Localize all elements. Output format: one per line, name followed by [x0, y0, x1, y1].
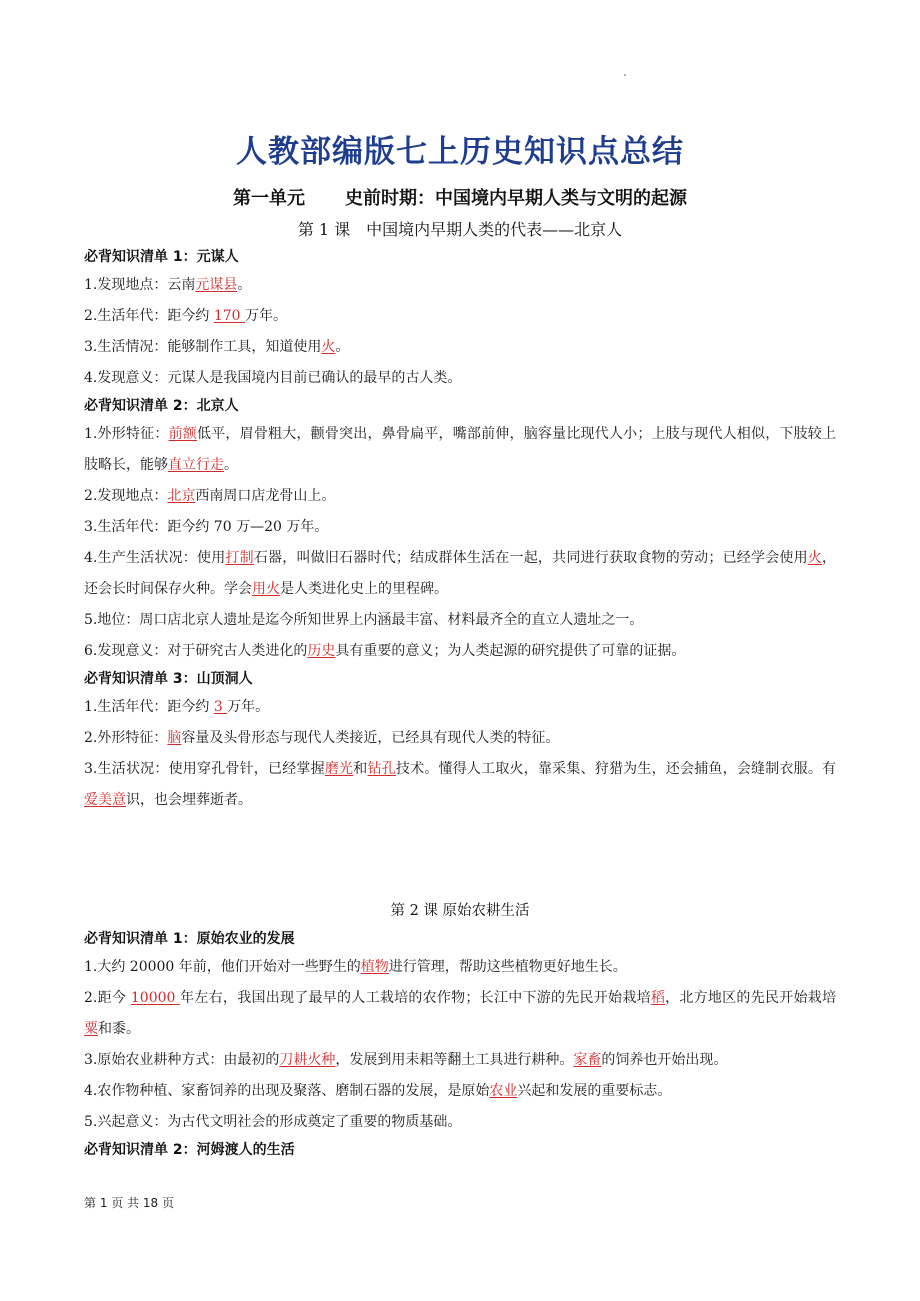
paragraph: 4.农作物种植、家畜饲养的出现及聚落、磨制石器的发展，是原始农业兴起和发展的重要标志。 [84, 1083, 672, 1099]
paragraph: 3.生活情况：能够制作工具，知道使用火。 [84, 339, 350, 355]
key-term: 植物 [360, 959, 389, 975]
key-term: 打制 [225, 550, 254, 566]
key-term: 火 [321, 339, 336, 355]
section-heading: 必背知识清单 2：北京人 [84, 398, 239, 414]
paragraph: 4.发现意义：元谋人是我国境内目前已确认的最早的古人类。 [84, 370, 462, 386]
key-term: 磨光 [324, 761, 354, 777]
key-term: 北京 [167, 488, 196, 504]
lesson-2-heading: 第 2 课 原始农耕生活 [390, 903, 530, 919]
paragraph: 3.生活状况：使用穿孔骨针，已经掌握磨光和钻孔技术。懂得人工取火，靠采集、狩猎为生，还会捕鱼，会缝制衣服。有爱美意识，也会埋葬逝者。 [84, 761, 837, 808]
key-term: 家畜 [573, 1052, 602, 1068]
key-term: 170 [213, 308, 245, 324]
key-term: 刀耕火种 [279, 1052, 336, 1068]
paragraph: 1.大约 20000 年前，他们开始对一些野生的植物进行管理，帮助这些植物更好地生长。 [84, 959, 627, 975]
paragraph: 2.距今 10000 年左右，我国出现了最早的人工栽培的农作物；长江中下游的先民开始栽培稻，北方地区的先民开始栽培粟和黍。 [84, 990, 837, 1037]
unit-label: 第一单元 [233, 188, 305, 209]
section-heading: 必背知识清单 1：元谋人 [84, 249, 239, 265]
key-term: 钻孔 [367, 761, 396, 777]
paragraph: 6.发现意义：对于研究古人类进化的历史具有重要的意义；为人类起源的研究提供了可靠的证据。 [84, 643, 686, 659]
key-term: 元谋县 [195, 277, 238, 293]
section-heading: 必背知识清单 1：原始农业的发展 [84, 931, 295, 947]
key-term: 前额 [168, 426, 198, 442]
paragraph: 3.生活年代：距今约 70 万—20 万年。 [84, 519, 329, 535]
speck-mark [624, 74, 626, 76]
paragraph: 3.原始农业耕种方式：由最初的刀耕火种，发展到用耒耜等翻土工具进行耕种。家畜的饲养也开始出现。 [84, 1052, 728, 1068]
key-term: 直立行走 [168, 457, 224, 473]
lesson-1-content [84, 245, 836, 816]
key-term: 农业 [489, 1083, 518, 1099]
page-footer: 第 1 页 共 18 页 [84, 1196, 174, 1210]
paragraph: 1.生活年代：距今约 3 万年。 [84, 699, 270, 715]
section-heading: 必背知识清单 2：河姆渡人的生活 [84, 1142, 295, 1158]
key-term: 稻 [650, 990, 666, 1006]
section-heading: 必背知识清单 3：山顶洞人 [84, 671, 253, 687]
unit-heading [0, 184, 920, 210]
key-term: 火 [807, 550, 823, 566]
paragraph: 2.生活年代：距今约 170 万年。 [84, 308, 287, 324]
paragraph: 5.地位：周口店北京人遗址是迄今所知世界上内涵最丰富、材料最齐全的直立人遗址之一。 [84, 612, 644, 628]
key-term: 10000 [130, 990, 181, 1006]
paragraph: 1.外形特征：前额低平，眉骨粗大，颧骨突出，鼻骨扁平，嘴部前伸，脑容量比现代人小；上肢与现代人相似，下肢较上肢略长，能够直立行走。 [84, 426, 837, 473]
paragraph: 1.发现地点：云南元谋县。 [84, 277, 252, 293]
key-term: 用火 [252, 581, 280, 597]
paragraph: 4.生产生活状况：使用打制石器，叫做旧石器时代；结成群体生活在一起，共同进行获取食物的劳动；已经学会使用火，还会长时间保存火种。学会用火是人类进化史上的里程碑。 [84, 550, 837, 597]
key-term: 历史 [307, 643, 336, 659]
key-term: 3 [213, 699, 228, 715]
key-term: 爱美意 [84, 792, 126, 808]
key-term: 脑 [167, 730, 182, 746]
paragraph: 2.外形特征：脑容量及头骨形态与现代人类接近，已经具有现代人类的特征。 [84, 730, 560, 746]
key-term: 粟 [84, 1021, 98, 1037]
lesson-1-heading: 第 1 课 中国境内早期人类的代表——北京人 [297, 220, 623, 239]
unit-title: 史前时期：中国境内早期人类与文明的起源 [345, 188, 687, 209]
paragraph: 2.发现地点：北京西南周口店龙骨山上。 [84, 488, 336, 504]
paragraph: 5.兴起意义：为古代文明社会的形成奠定了重要的物质基础。 [84, 1114, 462, 1130]
document-title: 人教部编版七上历史知识点总结 [236, 134, 684, 170]
lesson-2-content [84, 927, 836, 1163]
